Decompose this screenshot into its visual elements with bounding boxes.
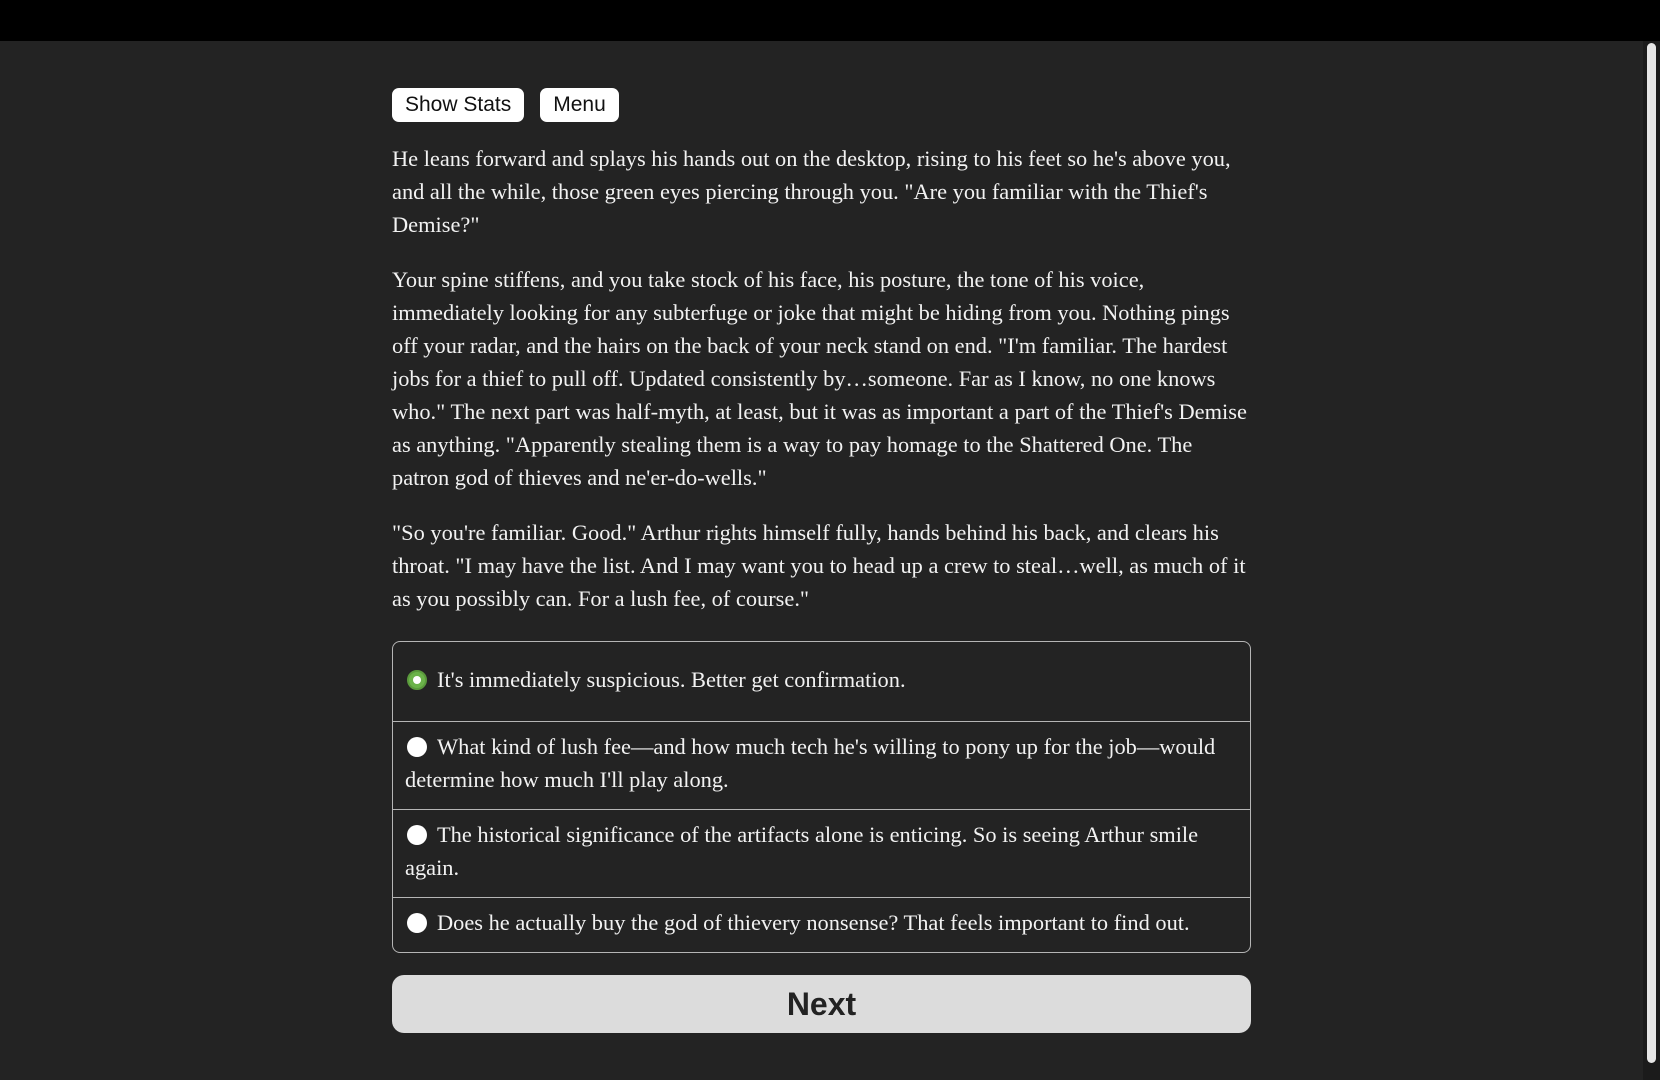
story-paragraph: He leans forward and splays his hands out on the desktop, rising to his feet so he's above you, and all the while, those green eyes piercing through you. "Are you familiar with the Thief's Demise?" — [392, 146, 1231, 237]
radio-button[interactable] — [407, 825, 427, 845]
scrollbar-thumb[interactable] — [1647, 43, 1656, 1063]
choice-label: Does he actually buy the god of thievery nonsense? That feels important to find out. — [437, 910, 1190, 935]
game-container — [392, 88, 1251, 1033]
story-text — [392, 142, 1251, 615]
choice-label: The historical significance of the artifacts alone is enticing. So is seeing Arthur smile again. — [405, 822, 1199, 880]
radio-button[interactable] — [407, 737, 427, 757]
choice-label: It's immediately suspicious. Better get confirmation. — [437, 667, 906, 692]
choice-option[interactable] — [393, 897, 1250, 952]
story-paragraph: Your spine stiffens, and you take stock of his face, his posture, the tone of his voice, immediately looking for any subterfuge or joke that might be hiding from you. Nothing pings off your radar, and the hairs on the back of your neck stand on end. "I'm familiar. The hardest jobs for a thief to pull off. Updated consistently by…someone. Far as I know, no one knows who." The next part was half-myth, at least, but it was as important a part of the Thief's Demise as anything. "Apparently stealing them is a way to pay homage to the Shattered One. The patron god of thieves and ne'er-do-wells." — [392, 267, 1247, 490]
top-button-bar — [392, 88, 1251, 122]
choice-label: What kind of lush fee—and how much tech he's willing to pony up for the job—would determine how much I'll play along. — [405, 734, 1216, 792]
choice-option[interactable] — [393, 721, 1250, 809]
vertical-scrollbar[interactable] — [1643, 41, 1660, 1080]
story-paragraph: "So you're familiar. Good." Arthur rights himself fully, hands behind his back, and clears his throat. "I may have the list. And I may want you to head up a crew to steal…well, as much of it as you possibly can. For a lush fee, of course." — [392, 520, 1246, 611]
choice-option[interactable] — [393, 642, 1250, 721]
next-button[interactable]: Next — [392, 975, 1251, 1033]
choice-list — [392, 641, 1251, 953]
radio-button-selected[interactable] — [407, 670, 427, 690]
window-top-bar — [0, 0, 1660, 41]
show-stats-button[interactable]: Show Stats — [392, 88, 524, 122]
menu-button[interactable]: Menu — [540, 88, 619, 122]
radio-button[interactable] — [407, 913, 427, 933]
choice-option[interactable] — [393, 809, 1250, 897]
